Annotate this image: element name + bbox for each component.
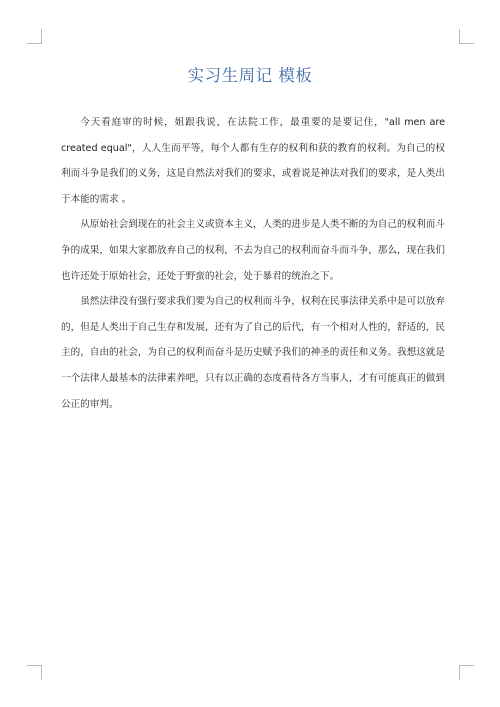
crop-mark-top-left: [27, 29, 42, 44]
crop-mark-top-right: [459, 29, 474, 44]
paragraph-3: 虽然法律没有强行要求我们要为自己的权利而斗争，权利在民事法律关系中是可以放弃的，但是人类出于自己生存和发展，还有为了自己的后代，有一个相对人性的，舒适的，民主的，自由的社会，为自己的权利而奋斗是历史赋予我们的神圣的责任和义务。我想这就是一个法律人最基本的法律素养吧，只有以正确的态度看待各方当事人，才有可能真正的做到公正的审判。: [61, 296, 445, 410]
crop-mark-bottom-left: [27, 665, 42, 680]
document-title: 实习生周记 模板: [187, 66, 313, 85]
paragraph-1: 今天看庭审的时候，姐跟我说，在法院工作，最重要的是要记住，"all men are created equal"，人人生而平等，每个人都有生存的权利和获的教育的权利。为自己的权利而斗争是我们的义务，这是自然法对我们的要求，或着说是神法对我们的要求，是人类出于本能的需求 。: [61, 117, 445, 205]
crop-mark-bottom-right: [459, 665, 474, 680]
paragraph-2: 从原始社会到现在的社会主义或资本主义，人类的进步是人类不断的为自己的权利而斗争的成果，如果大家都放弃自己的权利，不去为自己的权利而奋斗而斗争，那么，现在我们也许还处于原始社会，还处于野蛮的社会，处于暴君的统治之下。: [61, 219, 445, 282]
document-body: [61, 110, 445, 417]
